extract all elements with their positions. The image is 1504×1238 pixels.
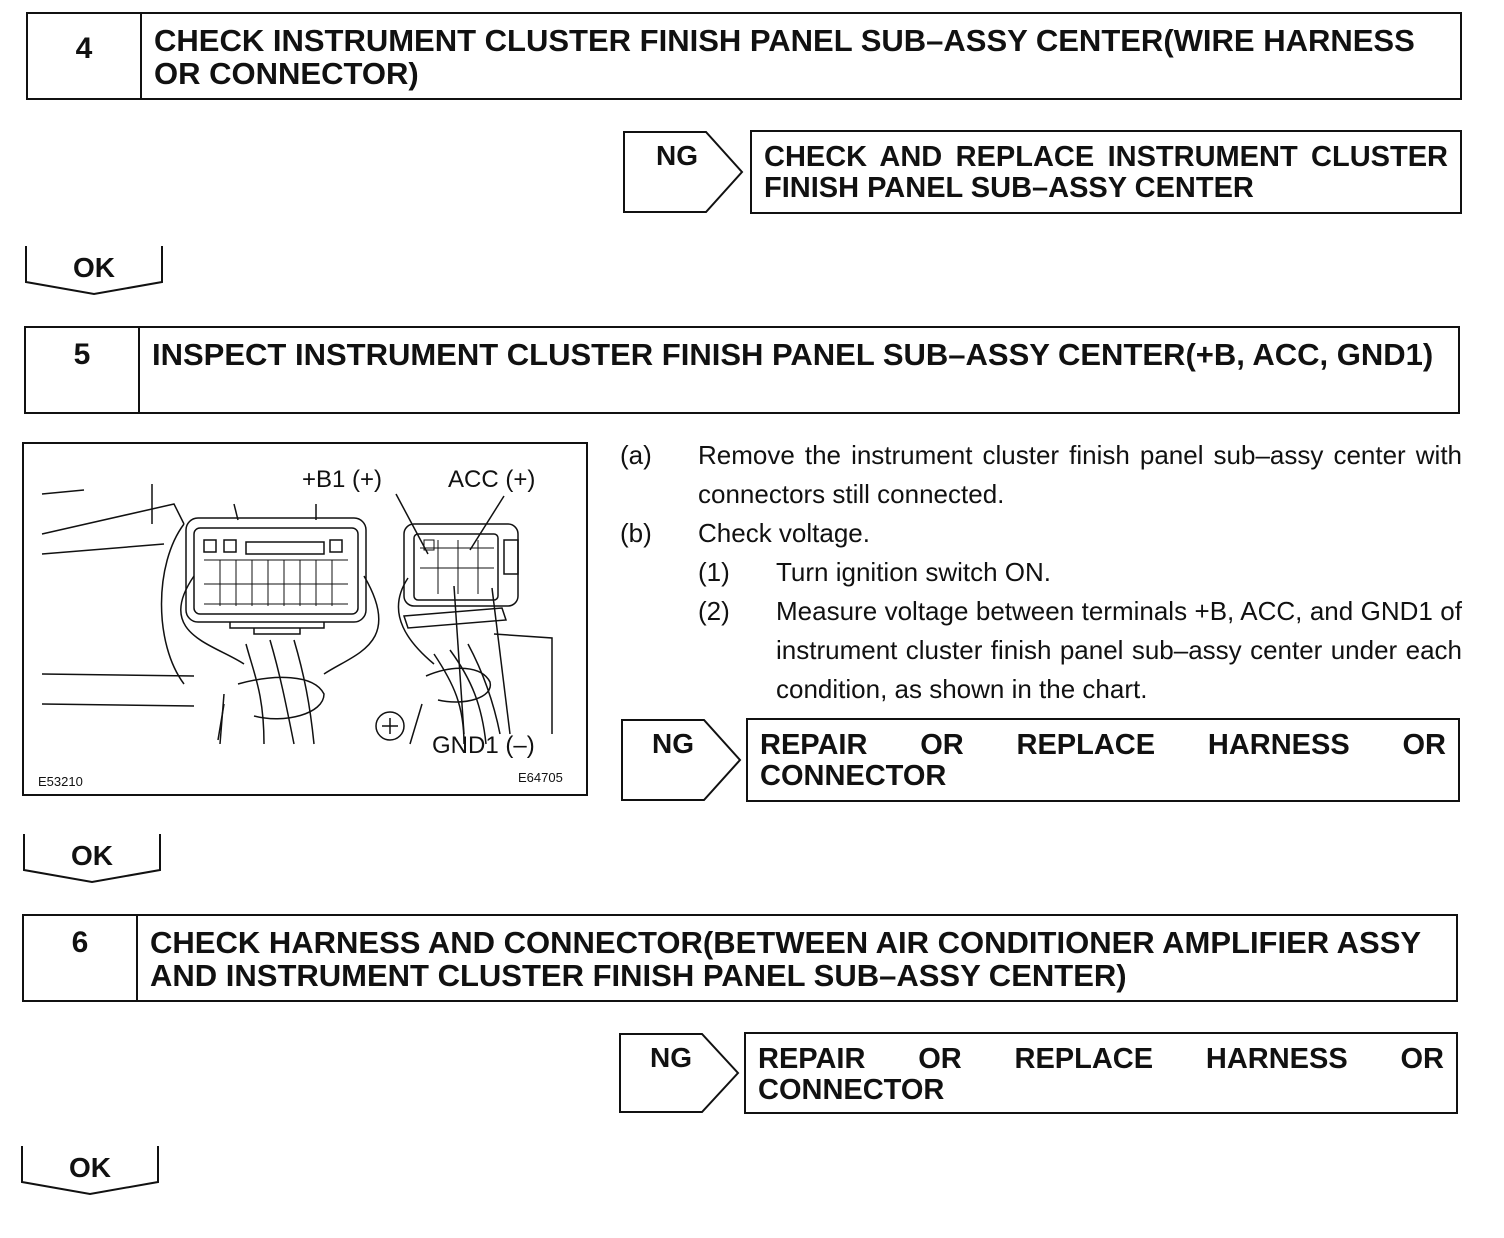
ng-label: NG bbox=[652, 728, 694, 759]
step-number: 4 bbox=[28, 14, 142, 98]
procedure-key: (1) bbox=[698, 557, 730, 587]
ng-tag bbox=[618, 1032, 742, 1114]
connector-illustration bbox=[22, 442, 588, 796]
procedure-key: (b) bbox=[620, 518, 652, 548]
ng-tag bbox=[622, 130, 746, 214]
figure-label-gnd1: GND1 (–) bbox=[432, 732, 535, 759]
ng-label: NG bbox=[650, 1042, 692, 1073]
step-6-header bbox=[22, 914, 1458, 1002]
procedure-key: (2) bbox=[698, 596, 730, 626]
procedure-step-b1 bbox=[620, 553, 1462, 592]
procedure-step-a bbox=[620, 436, 1462, 514]
procedure-text-a: Remove the instrument cluster finish panel sub–assy center with connectors still connected. bbox=[698, 440, 1462, 509]
procedure-key: (a) bbox=[620, 440, 652, 470]
step-title: INSPECT INSTRUMENT CLUSTER FINISH PANEL SUB–ASSY CENTER(+B, ACC, GND1) bbox=[152, 337, 1434, 372]
step-number: 5 bbox=[26, 328, 140, 412]
ok-tag bbox=[22, 832, 162, 884]
ng-result-box: REPAIR OR REPLACE HARNESS OR CONNECTOR bbox=[744, 1032, 1458, 1114]
procedure-step-b2 bbox=[620, 592, 1462, 709]
step-4-header bbox=[26, 12, 1462, 100]
figure-code-left: E53210 bbox=[38, 774, 83, 789]
ok-tag bbox=[20, 1144, 160, 1196]
step-title: CHECK INSTRUMENT CLUSTER FINISH PANEL SUB–ASSY CENTER(WIRE HARNESS OR CONNECTOR) bbox=[154, 23, 1415, 91]
procedure-text-b2: Measure voltage between terminals +B, ACC, and GND1 of instrument cluster finish panel sub–assy center under each condition, as shown in the chart. bbox=[776, 596, 1462, 704]
ng-tag bbox=[620, 718, 744, 802]
step-title: CHECK HARNESS AND CONNECTOR(BETWEEN AIR CONDITIONER AMPLIFIER ASSY AND INSTRUMENT CLUSTER FINISH PANEL SUB–ASSY CENTER) bbox=[150, 925, 1421, 993]
step-5-header bbox=[24, 326, 1460, 414]
procedure-step-b bbox=[620, 514, 1462, 553]
procedure-text bbox=[620, 436, 1462, 709]
ng-result-box: CHECK AND REPLACE INSTRUMENT CLUSTER FINISH PANEL SUB–ASSY CENTER bbox=[750, 130, 1462, 214]
procedure-text-b1: Turn ignition switch ON. bbox=[776, 557, 1052, 587]
ok-label: OK bbox=[71, 840, 113, 871]
ok-label: OK bbox=[73, 252, 115, 283]
ok-label: OK bbox=[69, 1152, 111, 1183]
ng-label: NG bbox=[656, 140, 698, 171]
figure-code-right: E64705 bbox=[518, 770, 563, 785]
figure-label-b1: +B1 (+) bbox=[302, 466, 383, 493]
ok-tag bbox=[24, 244, 164, 296]
figure-label-acc: ACC (+) bbox=[448, 466, 536, 493]
ng-result-box: REPAIR OR REPLACE HARNESS OR CONNECTOR bbox=[746, 718, 1460, 802]
step-number: 6 bbox=[24, 916, 138, 1000]
procedure-text-b: Check voltage. bbox=[698, 518, 870, 548]
